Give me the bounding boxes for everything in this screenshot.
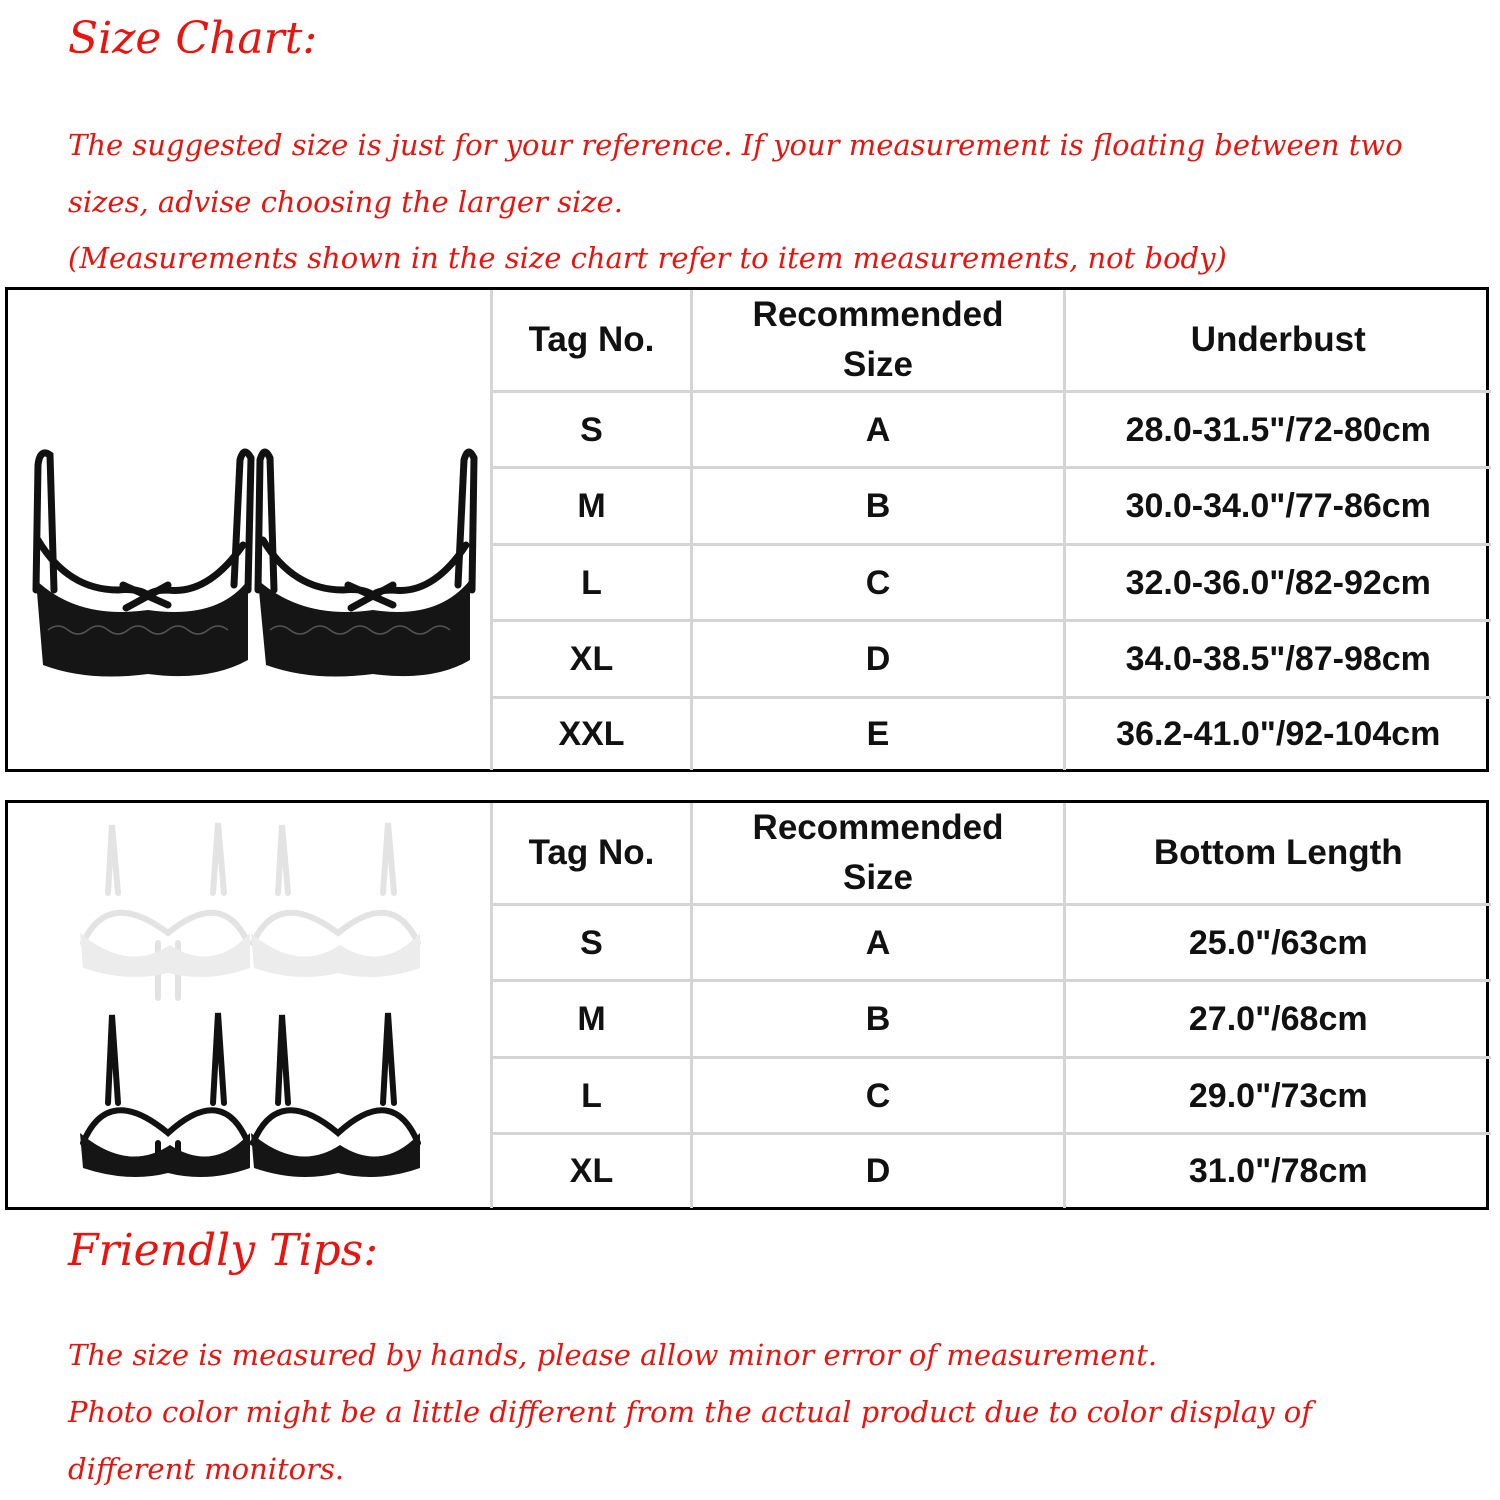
underbust-size-chart bbox=[5, 287, 1489, 772]
tag-cell: S bbox=[492, 392, 692, 468]
size-cell: A bbox=[692, 905, 1065, 981]
value-cell: 28.0-31.5"/72-80cm bbox=[1065, 392, 1491, 468]
product-image-panel bbox=[8, 290, 490, 769]
product-image-panel bbox=[8, 803, 490, 1207]
table-header-row bbox=[492, 803, 1491, 905]
header-size-line2: Size bbox=[842, 858, 914, 897]
size-cell: D bbox=[692, 621, 1065, 698]
tag-cell: S bbox=[492, 905, 692, 981]
size-cell: C bbox=[692, 545, 1065, 621]
header-size-line1: Recommended bbox=[752, 808, 1004, 847]
header-size-line1: Recommended bbox=[752, 295, 1004, 334]
header-recommended-size bbox=[692, 803, 1065, 905]
value-cell: 36.2-41.0"/92-104cm bbox=[1065, 698, 1491, 770]
friendly-tips-heading: Friendly Tips: bbox=[68, 1225, 379, 1276]
size-chart-heading: Size Chart: bbox=[68, 13, 318, 64]
bottom-length-size-chart bbox=[5, 800, 1489, 1210]
header-size-line2: Size bbox=[842, 345, 914, 384]
table-row bbox=[492, 468, 1491, 545]
tips-line-2: Photo color might be a little different from the actual product due to color display of bbox=[68, 1395, 1312, 1429]
tips-line-3: different monitors. bbox=[68, 1452, 345, 1486]
header-underbust: Underbust bbox=[1065, 290, 1491, 392]
size-cell: C bbox=[692, 1058, 1065, 1134]
table-row bbox=[492, 698, 1491, 770]
value-cell: 31.0"/78cm bbox=[1065, 1134, 1491, 1208]
intro-line-2: sizes, advise choosing the larger size. bbox=[68, 185, 623, 219]
header-tag-no: Tag No. bbox=[492, 290, 692, 392]
header-bottom-length: Bottom Length bbox=[1065, 803, 1491, 905]
value-cell: 30.0-34.0"/77-86cm bbox=[1065, 468, 1491, 545]
bottom-length-table bbox=[490, 803, 1491, 1208]
size-cell: B bbox=[692, 468, 1065, 545]
table-row bbox=[492, 905, 1491, 981]
value-cell: 25.0"/63cm bbox=[1065, 905, 1491, 981]
black-lace-bra-icon bbox=[8, 290, 490, 769]
tag-cell: XXL bbox=[492, 698, 692, 770]
value-cell: 29.0"/73cm bbox=[1065, 1058, 1491, 1134]
table-row bbox=[492, 545, 1491, 621]
table-row bbox=[492, 392, 1491, 468]
tag-cell: XL bbox=[492, 1134, 692, 1208]
table-row bbox=[492, 1134, 1491, 1208]
size-cell: E bbox=[692, 698, 1065, 770]
tag-cell: M bbox=[492, 468, 692, 545]
intro-line-1: The suggested size is just for your reference. If your measurement is floating between two bbox=[68, 128, 1403, 162]
size-cell: D bbox=[692, 1134, 1065, 1208]
size-cell: B bbox=[692, 981, 1065, 1058]
underbust-table bbox=[490, 290, 1491, 770]
black-lace-bra-set-icon bbox=[8, 993, 490, 1213]
tag-cell: L bbox=[492, 545, 692, 621]
value-cell: 32.0-36.0"/82-92cm bbox=[1065, 545, 1491, 621]
table-row bbox=[492, 981, 1491, 1058]
tag-cell: L bbox=[492, 1058, 692, 1134]
intro-line-3: (Measurements shown in the size chart refer to item measurements, not body) bbox=[68, 241, 1227, 275]
table-header-row bbox=[492, 290, 1491, 392]
tag-cell: XL bbox=[492, 621, 692, 698]
table-row bbox=[492, 621, 1491, 698]
tips-line-1: The size is measured by hands, please allow minor error of measurement. bbox=[68, 1338, 1158, 1372]
header-tag-no: Tag No. bbox=[492, 803, 692, 905]
tag-cell: M bbox=[492, 981, 692, 1058]
size-cell: A bbox=[692, 392, 1065, 468]
header-recommended-size bbox=[692, 290, 1065, 392]
table-row bbox=[492, 1058, 1491, 1134]
value-cell: 34.0-38.5"/87-98cm bbox=[1065, 621, 1491, 698]
value-cell: 27.0"/68cm bbox=[1065, 981, 1491, 1058]
